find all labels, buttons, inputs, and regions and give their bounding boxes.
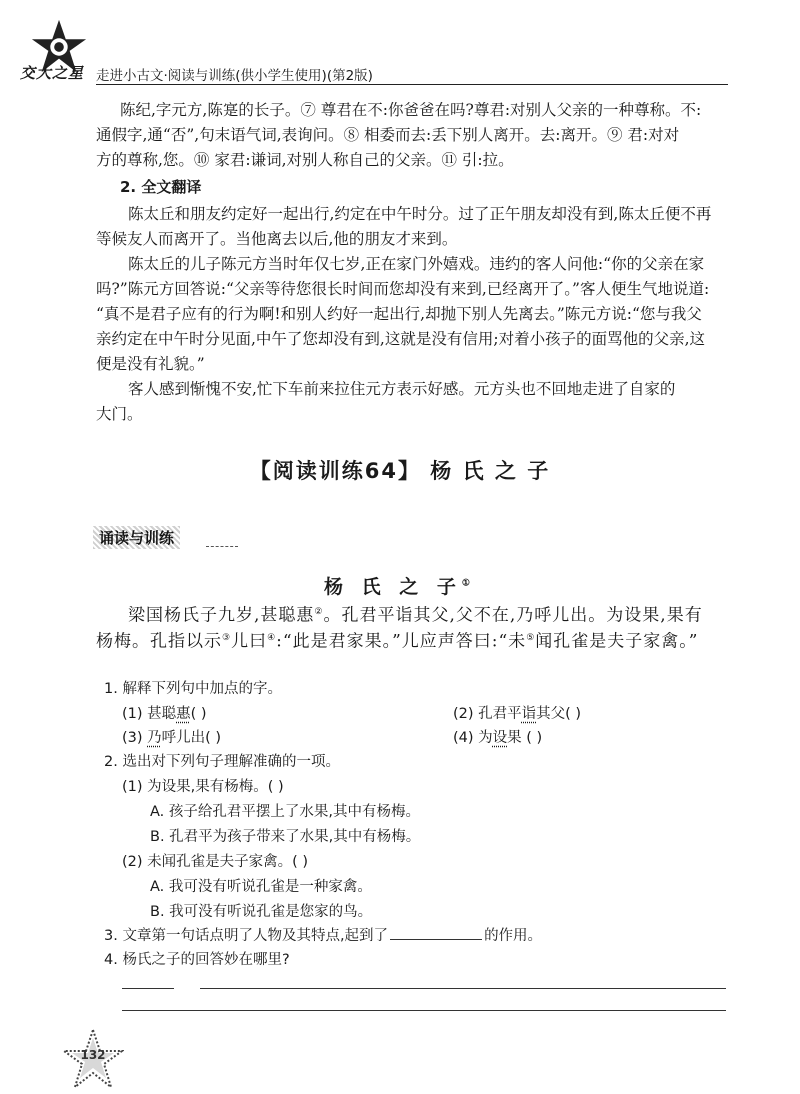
notes-line: 通假字,通“否”,句末语气词,表询问。⑧ 相委而去:丢下别人离开。去:离开。⑨ 君:对对 — [96, 126, 680, 144]
option-b: B. 我可没有听说孔雀是您家的鸟。 — [150, 904, 373, 920]
question-2-item: (1) 为设果,果有杨梅。( ) — [122, 779, 284, 795]
translation-line: 陈太丘和朋友约定好一起出行,约定在中午时分。过了正午朋友却没有到,陈太丘便不再 — [128, 205, 712, 223]
footnote-marker: ② — [314, 607, 324, 617]
fill-blank[interactable] — [390, 939, 482, 940]
dotted-char: 惠 — [176, 706, 191, 722]
header-divider — [96, 84, 728, 85]
translation-line: 客人感到惭愧不安,忙下车前来拉住元方表示好感。元方头也不回地走进了自家的 — [128, 380, 676, 398]
option-a: A. 我可没有听说孔雀是一种家禽。 — [150, 879, 372, 895]
question-1-item: (2) 孔君平诣其父( ) — [453, 706, 582, 722]
translation-line: 等候友人而离开了。当他离去以后,他的朋友才来到。 — [96, 230, 458, 248]
page-number: 132 — [80, 1048, 106, 1062]
dotted-char: 设 — [492, 730, 508, 746]
text-title: 杨 氏 之 子① — [324, 576, 476, 598]
answer-line[interactable] — [200, 988, 726, 989]
section-heading: 【阅读训练64】 杨 氏 之 子 — [249, 459, 551, 483]
translation-line: 亲约定在中午时分见面,中午了您却没有到,这就是没有信用;对着小孩子的面骂他的父亲,这 — [96, 330, 706, 348]
translation-heading: 2. 全文翻译 — [120, 178, 202, 196]
section-tag: 诵读与训练 — [93, 526, 180, 549]
notes-line: 方的尊称,您。⑩ 家君:谦词,对别人称自己的父亲。⑪ 引:拉。 — [96, 151, 514, 169]
dotted-char: 诣 — [521, 706, 537, 722]
question-1-item: (3) 乃呼儿出( ) — [122, 730, 222, 746]
footnote-marker: ④ — [267, 633, 277, 643]
footnote-marker: ⑤ — [526, 633, 536, 643]
question-1-item: (1) 甚聪惠( ) — [122, 706, 207, 722]
answer-line[interactable] — [122, 1010, 726, 1011]
question-1: 1. 解释下列句中加点的字。 — [104, 681, 282, 697]
question-2: 2. 选出对下列句子理解准确的一项。 — [104, 754, 340, 770]
dotted-char: 乃 — [147, 730, 162, 746]
classical-text-line: 杨梅。孔指以示③儿曰④:“此是君家果。”儿应声答曰:“未⑤闻孔雀是夫子家禽。” — [96, 631, 699, 652]
translation-line: “真不是君子应有的行为啊!和别人约好一起出行,却抛下别人先离去。”陈元方说:“您与我父 — [96, 305, 702, 323]
notes-line: 陈纪,字元方,陈寔的长子。⑦ 尊君在不:你爸爸在吗?尊君:对别人父亲的一种尊称。不: — [120, 101, 702, 119]
option-a: A. 孩子给孔君平摆上了水果,其中有杨梅。 — [150, 804, 420, 820]
answer-line[interactable] — [122, 988, 174, 989]
brand-name: 交大之星 — [20, 64, 85, 82]
book-title: 走进小古文·阅读与训练(供小学生使用)(第2版) — [96, 68, 373, 84]
question-1-item: (4) 为设果 ( ) — [453, 730, 543, 746]
option-b: B. 孔君平为孩子带来了水果,其中有杨梅。 — [150, 829, 421, 845]
translation-line: 陈太丘的儿子陈元方当时年仅七岁,正在家门外嬉戏。违约的客人问他:“你的父亲在家 — [128, 255, 705, 273]
question-4: 4. 杨氏之子的回答妙在哪里? — [104, 952, 290, 968]
classical-text-line: 梁国杨氏子九岁,甚聪惠②。孔君平诣其父,父不在,乃呼儿出。为设果,果有 — [128, 605, 703, 626]
question-3: 3. 文章第一句话点明了人物及其特点,起到了 的作用。 — [104, 928, 543, 944]
question-2-item: (2) 未闻孔雀是夫子家禽。( ) — [122, 854, 309, 870]
translation-line: 便是没有礼貌。” — [96, 355, 205, 373]
footnote-marker: ① — [461, 578, 476, 589]
footnote-marker: ③ — [222, 633, 232, 643]
translation-line: 吗?”陈元方回答说:“父亲等待您很长时间而您却没有来到,已经离开了。”客人便生气地说道: — [96, 280, 710, 298]
translation-line: 大门。 — [96, 405, 143, 423]
tag-divider — [206, 546, 238, 547]
